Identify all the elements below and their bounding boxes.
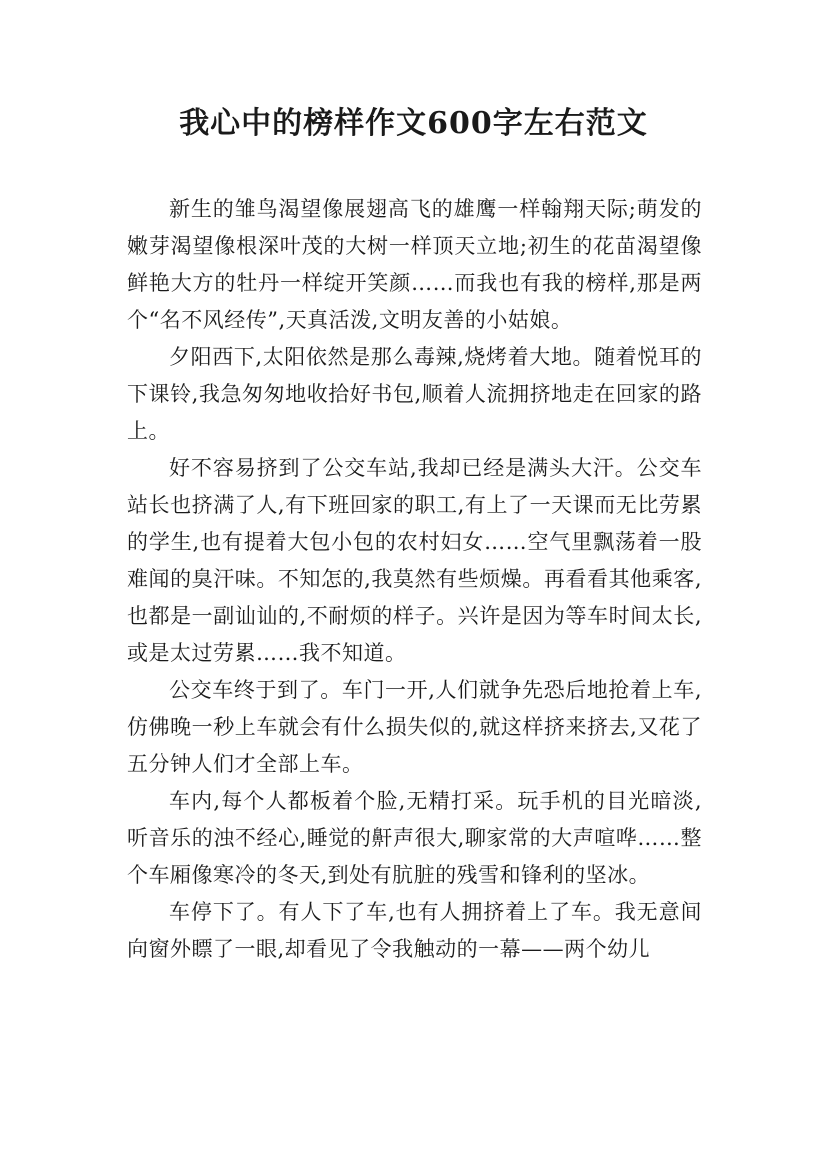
document-title: 我心中的榜样作文600字左右范文 (179, 106, 648, 141)
document-body (127, 191, 702, 968)
paragraph-4: 公交车终于到了。车门一开,人们就争先恐后地抢着上车,仿佛晚一秒上车就会有什么损失似的,就这样挤来挤去,又花了五分钟人们才全部上车。 (127, 678, 702, 776)
paragraph-1: 新生的雏鸟渴望像展翅高飞的雄鹰一样翰翔天际;萌发的嫩芽渴望像根深叶茂的大树一样顶天立地;初生的花苗渴望像鲜艳大方的牡丹一样绽开笑颜……而我也有我的榜样,那是两个“名不风经传”,天真活泼,文明友善的小姑娘。 (127, 197, 702, 332)
paragraph-5: 车内,每个人都板着个脸,无精打采。玩手机的目光暗淡,听音乐的浊不经心,睡觉的鼾声很大,聊家常的大声喧哗……整个车厢像寒冷的冬天,到处有肮脏的残雪和锋利的坚冰。 (127, 789, 702, 887)
paragraph-6: 车停下了。有人下了车,也有人拥挤着上了车。我无意间向窗外瞟了一眼,却看见了令我触动的一幕——两个幼儿 (127, 900, 702, 961)
paragraph-2: 夕阳西下,太阳依然是那么毒辣,烧烤着大地。随着悦耳的下课铃,我急匆匆地收拾好书包,顺着人流拥挤地走在回家的路上。 (127, 345, 702, 443)
paragraph-3: 好不容易挤到了公交车站,我却已经是满头大汗。公交车站长也挤满了人,有下班回家的职工,有上了一天课而无比劳累的学生,也有提着大包小包的农村妇女……空气里飘荡着一股难闻的臭汗味。不知怎的,我莫然有些烦燥。再看看其他乘客,也都是一副讪讪的,不耐烦的样子。兴许是因为等车时间太长,或是太过劳累……我不知道。 (127, 456, 702, 665)
